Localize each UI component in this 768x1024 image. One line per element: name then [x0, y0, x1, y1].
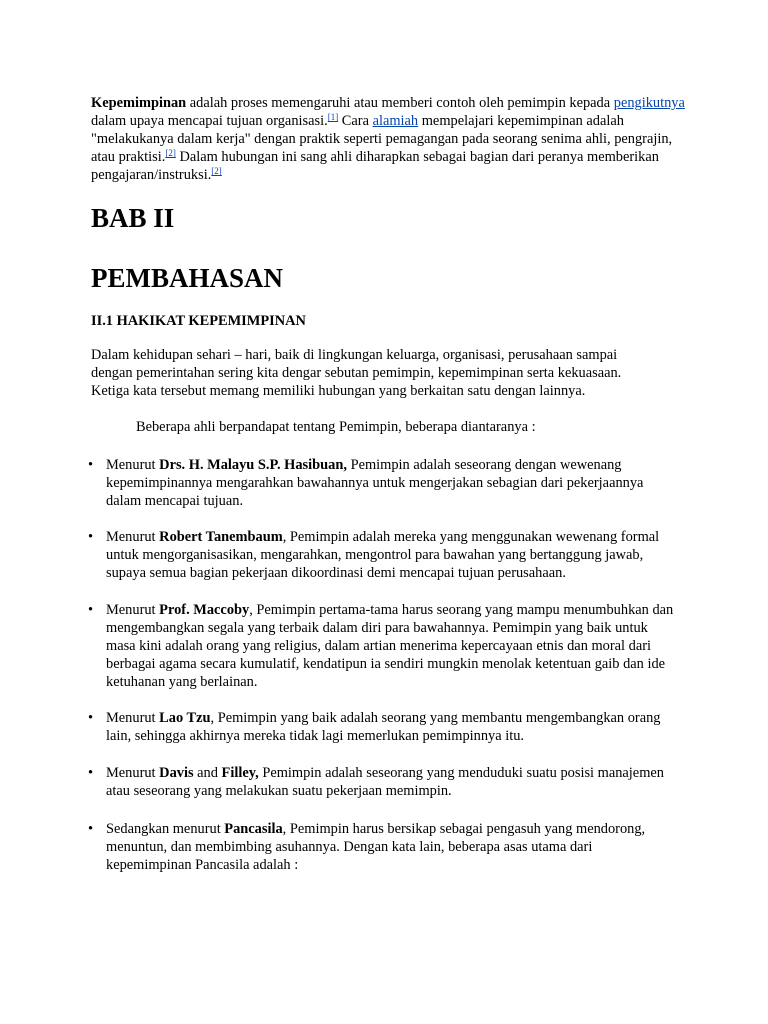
bullet-text: Menurut: [106, 602, 160, 618]
bullet-text: Pemimpin adalah seseorang yang menduduki suatu posisi manajemen atau seseorang yang melakukan suatu pekerjaan memimpin.: [106, 765, 664, 799]
footnote-ref-2[interactable]: [2]: [165, 148, 176, 158]
bullet-marker: •: [88, 457, 94, 473]
link-pengikutnya[interactable]: pengikutnya: [613, 95, 685, 111]
bullet-text: Menurut: [106, 529, 160, 545]
paragraph-1: Dalam kehidupan sehari – hari, baik di lingkungan keluarga, organisasi, perusahaan sampai dengan pemerintahan sering kita dengar sebutan pemimpin, kepemimpinan serta kekuasaan. Ketiga kata tersebut memang memiliki hubungan yang berkaitan satu dengan lainnya.: [91, 347, 622, 399]
intro-term: Kepemimpinan: [91, 95, 187, 111]
bullet-text: and: [193, 765, 222, 781]
bullet-text: Menurut: [106, 710, 160, 726]
bullet-item-tanembaum: [89, 528, 676, 582]
bullet-text: Menurut: [106, 457, 160, 473]
bullet-marker: •: [88, 710, 94, 726]
section-heading: PEMBAHASAN: [91, 263, 284, 293]
bullet-author: Lao Tzu: [159, 710, 211, 726]
bullet-item-hasibuan: [89, 456, 676, 510]
bullet-author: Prof. Maccoby: [159, 602, 250, 618]
bullet-text: Sedangkan menurut: [106, 821, 225, 837]
intro-text-2: dalam upaya mencapai tujuan organisasi.: [91, 113, 328, 129]
chapter-heading: BAB II: [91, 203, 175, 233]
intro-text-1: adalah proses memengaruhi atau memberi contoh oleh pemimpin kepada: [186, 95, 614, 111]
footnote-ref-3[interactable]: [2]: [211, 166, 222, 176]
intro-text-4: mempelajari kepemimpinan adalah "melakukanya dalam kerja" dengan praktik seperti pemagangan pada seorang senima ahli, pengrajin, atau praktisi.: [91, 113, 673, 165]
bullet-marker: •: [88, 765, 94, 781]
bullet-marker: •: [88, 529, 94, 545]
bullet-item-pancasila: [89, 820, 676, 874]
bullet-text: Pemimpin adalah seseorang dengan wewenang kepemimpinannya mengarahkan bawahannya untuk mengerjakan sebagian dari pekerjaannya dalam mencapai tujuan.: [106, 457, 644, 509]
bullet-text: , Pemimpin yang baik adalah seorang yang membantu mengembangkan orang lain, sehingga akhirnya mereka tidak lagi memerlukan pemimpinnya itu.: [106, 710, 661, 744]
bullet-marker: •: [88, 821, 94, 837]
intro-text-5: Dalam hubungan ini sang ahli diharapkan sebagai bagian dari peranya memberikan pengajaran/instruksi.: [91, 149, 659, 183]
bullet-author: Drs. H. Malayu S.P. Hasibuan,: [159, 457, 347, 473]
subsection-heading: II.1 HAKIKAT KEPEMIMPINAN: [91, 313, 306, 329]
intro-text-3: Cara: [338, 113, 373, 129]
bullet-author: Davis: [159, 765, 194, 781]
intro-paragraph: [91, 94, 691, 184]
bullet-author: Filley,: [221, 765, 259, 781]
bullet-text: , Pemimpin adalah mereka yang menggunakan wewenang formal untuk mengorganisasikan, mengarahkan, mengontrol para bawahan yang bertanggung jawab, supaya semua bagian pekerjaan dikoordinasi demi mencapai tujuan perusahaan.: [106, 529, 660, 581]
link-alamiah[interactable]: alamiah: [372, 113, 419, 129]
bullet-author: Robert Tanembaum: [159, 529, 283, 545]
footnote-ref-1[interactable]: [1]: [327, 112, 339, 122]
bullet-author: Pancasila: [224, 821, 283, 837]
paragraph-2: Beberapa ahli berpandapat tentang Pemimpin, beberapa diantaranya :: [136, 419, 536, 435]
bullet-item-davis-filley: [89, 764, 676, 800]
bullet-text: , Pemimpin pertama-tama harus seorang yang mampu menumbuhkan dan mengembangkan segala yang terbaik dalam diri para bawahannya. Pemimpin yang baik untuk masa kini adalah orang yang religius, dalam artian menerima kepercayaan etnis dan moral dari berbagai agama secara kumulatif, kendatipun ia sendiri mungkin menolak ketentuan gaib dan ide ketuhanan yang berlainan.: [106, 602, 674, 690]
bullet-text: Menurut: [106, 765, 160, 781]
bullet-item-maccoby: [89, 601, 676, 691]
bullet-item-lao-tzu: [89, 709, 676, 745]
bullet-text: , Pemimpin harus bersikap sebagai pengasuh yang mendorong, menuntun, dan membimbing asuhannya. Dengan kata lain, beberapa asas utama dari kepemimpinan Pancasila adalah :: [106, 821, 646, 873]
bullet-marker: •: [88, 602, 94, 618]
